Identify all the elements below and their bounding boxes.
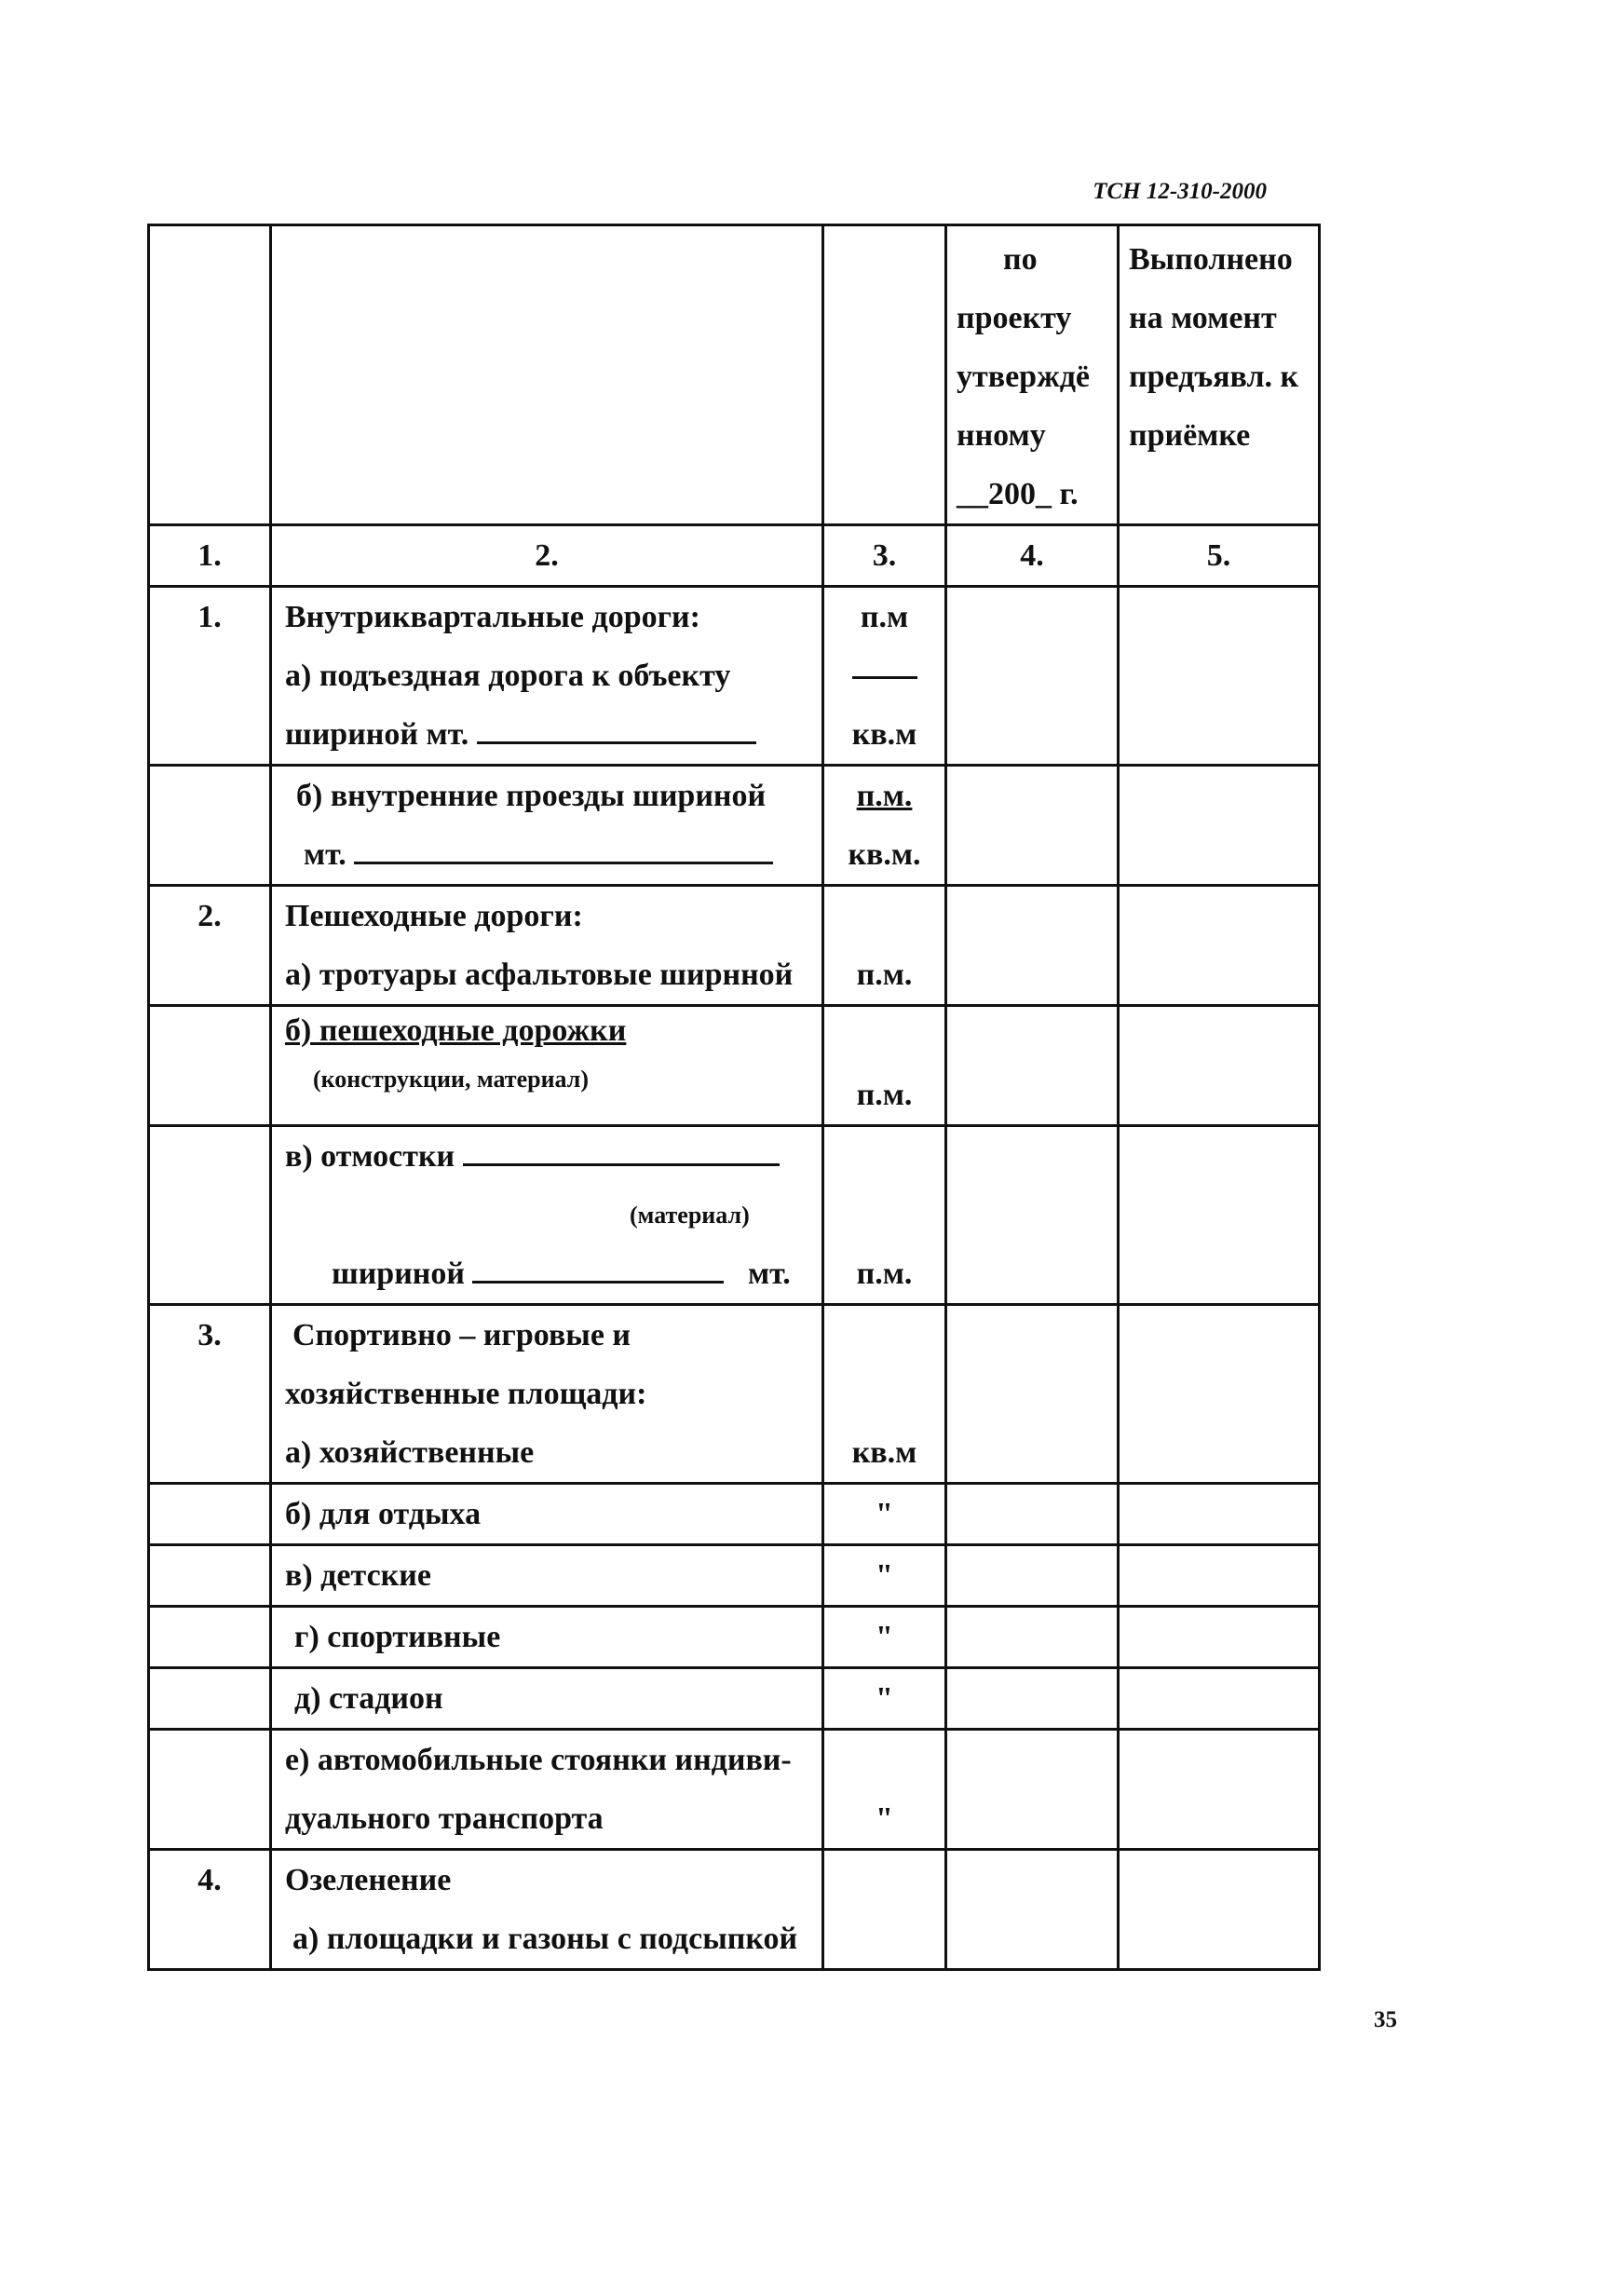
header-4-line: утверждё xyxy=(957,360,1091,394)
description-line: Озеленение xyxy=(285,1863,452,1897)
project-value-cell xyxy=(946,886,1119,1006)
table-row xyxy=(149,1730,1320,1850)
column-number: 3. xyxy=(823,525,946,587)
table-row xyxy=(149,587,1320,766)
project-value-cell xyxy=(946,1607,1119,1668)
table-row xyxy=(149,886,1320,1006)
description-line: б) пешеходные дорожки xyxy=(285,1013,627,1048)
completed-value-cell xyxy=(1119,1006,1320,1126)
table-row xyxy=(149,1305,1320,1484)
completed-value-cell xyxy=(1119,1126,1320,1305)
row-description xyxy=(271,1850,823,1970)
unit-label: п.м. xyxy=(856,1078,913,1112)
row-unit xyxy=(823,1730,946,1850)
description-line: шириной мт. xyxy=(285,717,469,752)
column-number-row xyxy=(149,525,1320,587)
header-cell-3 xyxy=(823,225,946,525)
row-unit xyxy=(823,1850,946,1970)
row-unit xyxy=(823,1126,946,1305)
description-line: а) хозяйственные xyxy=(285,1435,535,1470)
description-line: (материал) xyxy=(630,1202,750,1229)
description-line: в) детские xyxy=(285,1558,431,1593)
header-4-line: проекту xyxy=(957,301,1072,335)
project-value-cell xyxy=(946,766,1119,886)
fraction-line xyxy=(852,676,917,680)
header-5-line: на момент xyxy=(1129,301,1277,335)
row-description xyxy=(271,1607,823,1668)
unit-label: " xyxy=(876,1801,893,1836)
table-row xyxy=(149,1545,1320,1607)
row-unit xyxy=(823,886,946,1006)
project-value-cell xyxy=(946,1668,1119,1730)
header-4-line: нному xyxy=(957,418,1046,453)
completed-value-cell xyxy=(1119,1484,1320,1545)
row-description xyxy=(271,1484,823,1545)
row-number xyxy=(149,1607,271,1668)
completed-value-cell xyxy=(1119,886,1320,1006)
description-line: дуального транспорта xyxy=(285,1801,604,1836)
document-code: ТСН 12-310-2000 xyxy=(1093,179,1267,204)
row-unit xyxy=(823,766,946,886)
header-cell-1 xyxy=(149,225,271,525)
column-number: 2. xyxy=(271,525,823,587)
row-unit xyxy=(823,587,946,766)
fill-in-blank xyxy=(463,1135,780,1166)
project-value-cell xyxy=(946,1006,1119,1126)
description-line: а) площадки и газоны с подсыпкой xyxy=(292,1922,798,1956)
description-line: шириной xyxy=(332,1257,465,1291)
completed-value-cell xyxy=(1119,1607,1320,1668)
unit-label: п.м. xyxy=(856,958,913,992)
completed-value-cell xyxy=(1119,1730,1320,1850)
table-row xyxy=(149,1484,1320,1545)
row-unit xyxy=(823,1305,946,1484)
unit-label: п.м. xyxy=(856,1257,913,1291)
table-row xyxy=(149,766,1320,886)
header-cell-2 xyxy=(271,225,823,525)
row-number xyxy=(149,766,271,886)
completed-value-cell xyxy=(1119,1545,1320,1607)
table-row xyxy=(149,1850,1320,1970)
row-description xyxy=(271,1006,823,1126)
column-number: 5. xyxy=(1119,525,1320,587)
header-5-line: приёмке xyxy=(1129,418,1251,453)
row-number: 2. xyxy=(149,886,271,1006)
row-number xyxy=(149,1545,271,1607)
description-line: б) для отдыха xyxy=(285,1497,482,1531)
description-line: Спортивно – игровые и xyxy=(292,1318,631,1352)
completed-value-cell xyxy=(1119,1305,1320,1484)
description-line: мт. xyxy=(304,837,346,872)
description-line: хозяйственные площади: xyxy=(285,1377,647,1411)
row-number xyxy=(149,1126,271,1305)
unit-label: п.м xyxy=(860,600,909,634)
row-number xyxy=(149,1668,271,1730)
table-row xyxy=(149,1607,1320,1668)
completed-value-cell xyxy=(1119,1850,1320,1970)
unit-label: п.м. xyxy=(856,779,913,813)
description-line: мт. xyxy=(747,1257,791,1291)
acceptance-table xyxy=(147,224,1321,1971)
column-number: 1. xyxy=(149,525,271,587)
project-value-cell xyxy=(946,1126,1119,1305)
row-description xyxy=(271,1668,823,1730)
description-line: в) отмостки xyxy=(285,1139,455,1174)
row-description xyxy=(271,1305,823,1484)
project-value-cell xyxy=(946,1545,1119,1607)
description-line: (конструкции, материал) xyxy=(313,1066,590,1093)
table-header-row xyxy=(149,225,1320,525)
unit-label: кв.м. xyxy=(848,837,921,872)
description-line: Внутриквартальные дороги: xyxy=(285,600,700,634)
description-line: г) спортивные xyxy=(294,1620,501,1654)
row-number xyxy=(149,1730,271,1850)
description-line: а) тротуары асфальтовые ширнной xyxy=(285,958,794,992)
row-description xyxy=(271,1126,823,1305)
description-line: д) стадион xyxy=(294,1681,443,1716)
header-4-line: по xyxy=(1003,242,1038,277)
description-line: а) подъездная дорога к объекту xyxy=(285,659,731,693)
project-value-cell xyxy=(946,1730,1119,1850)
row-number: 1. xyxy=(149,587,271,766)
table-row xyxy=(149,1126,1320,1305)
project-value-cell xyxy=(946,1305,1119,1484)
row-unit: " xyxy=(823,1668,946,1730)
row-description xyxy=(271,766,823,886)
project-value-cell xyxy=(946,1484,1119,1545)
row-unit: " xyxy=(823,1484,946,1545)
column-number: 4. xyxy=(946,525,1119,587)
project-value-cell xyxy=(946,587,1119,766)
unit-label: кв.м xyxy=(851,1435,917,1470)
completed-value-cell xyxy=(1119,587,1320,766)
row-unit: " xyxy=(823,1545,946,1607)
row-unit xyxy=(823,1006,946,1126)
row-number xyxy=(149,1006,271,1126)
table-row xyxy=(149,1668,1320,1730)
row-description xyxy=(271,1730,823,1850)
fill-in-blank xyxy=(354,834,773,864)
fill-in-blank xyxy=(477,713,756,744)
row-unit: " xyxy=(823,1607,946,1668)
description-line: б) внутренние проезды шириной xyxy=(296,779,767,813)
row-description xyxy=(271,587,823,766)
row-number xyxy=(149,1484,271,1545)
project-value-cell xyxy=(946,1850,1119,1970)
header-5-line: Выполнено xyxy=(1129,242,1293,277)
header-cell-4 xyxy=(946,225,1119,525)
header-4-line: __200_ г. xyxy=(957,477,1079,511)
page-number: 35 xyxy=(1374,2007,1397,2032)
header-5-line: предъявл. к xyxy=(1129,360,1299,394)
description-line: е) автомобильные стоянки индиви- xyxy=(285,1743,792,1777)
unit-label: кв.м xyxy=(851,717,917,752)
fill-in-blank xyxy=(472,1253,724,1284)
row-number: 4. xyxy=(149,1850,271,1970)
header-cell-5 xyxy=(1119,225,1320,525)
row-number: 3. xyxy=(149,1305,271,1484)
completed-value-cell xyxy=(1119,1668,1320,1730)
description-line: Пешеходные дороги: xyxy=(285,899,583,933)
table-row xyxy=(149,1006,1320,1126)
row-description xyxy=(271,1545,823,1607)
row-description xyxy=(271,886,823,1006)
completed-value-cell xyxy=(1119,766,1320,886)
